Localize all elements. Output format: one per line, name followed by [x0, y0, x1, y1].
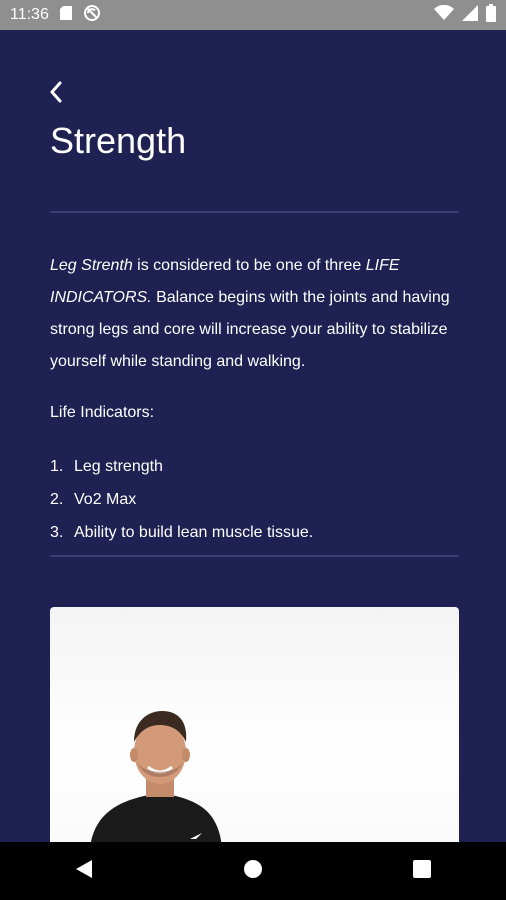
intro-paragraph	[50, 250, 460, 378]
nav-back-button[interactable]	[64, 851, 104, 891]
life-indicators-list	[50, 450, 313, 549]
intro-italic-indicators: LIFE INDICATORS.	[50, 257, 400, 306]
navigation-bar	[0, 842, 506, 900]
divider	[50, 555, 459, 557]
divider	[50, 211, 459, 213]
page-title: Strength	[50, 120, 187, 161]
recents-icon	[413, 860, 431, 883]
back-button[interactable]	[44, 82, 68, 106]
signal-icon	[462, 5, 478, 26]
home-icon	[243, 859, 263, 884]
nav-recents-button[interactable]	[402, 851, 442, 891]
nav-home-button[interactable]	[233, 851, 273, 891]
list-item: 1. Leg strength	[50, 458, 163, 475]
intro-italic-term: Leg Strenth	[50, 257, 133, 274]
list-item: 3. Ability to build lean muscle tissue.	[50, 524, 314, 541]
chevron-left-icon	[49, 81, 63, 108]
intro-text: is considered to be one of three	[132, 257, 366, 274]
main-content	[0, 30, 506, 842]
status-time: 11:36	[10, 6, 49, 23]
life-indicators-heading: Life Indicators:	[50, 404, 155, 421]
sd-card-icon	[59, 5, 73, 26]
status-bar	[0, 0, 506, 30]
back-icon	[75, 859, 93, 884]
trainer-photo	[50, 607, 459, 842]
trainer-photo-illustration	[50, 607, 459, 842]
wifi-icon	[434, 5, 454, 26]
list-item: 2. Vo2 Max	[50, 491, 137, 508]
no-sync-icon	[83, 4, 101, 27]
battery-icon	[486, 4, 496, 27]
intro-text-continued: Balance begins with the joints and having strong legs and core will increase your ability to stabilize yourself while standing and walking.	[50, 289, 450, 370]
